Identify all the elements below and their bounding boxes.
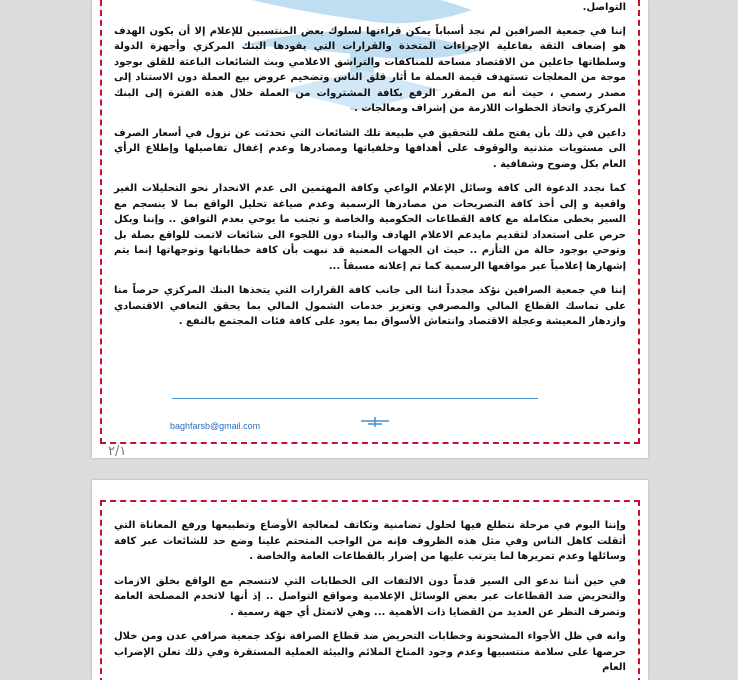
footer-emblem-icon [360, 416, 390, 428]
paragraph: إننا في جمعية الصرافين نؤكد مجدداً اننا الى جانب كافة القرارات التي يتخذها البنك المركزي حرصاً منا على تماسك القطاع المالي والمصرفي وتعزيز خدمات الشمول المالي بما يحقق التعافي الاقتصادي وازدهار المعيشة وعجلة الاقتصاد وانتعاش الأسواق بما يعود على كافة فئات المجتمع بالنفع . [114, 285, 626, 327]
paragraph: التواصل. [582, 2, 626, 13]
document-page-2 [92, 480, 648, 680]
letter-body [114, 0, 626, 339]
paragraph: إننا في جمعية الصرافين لم نجد أسباباً يمكن قراءتها لسلوك بعض المنتسبين للإعلام إلا أن يكون الهدف هو إضعاف الثقة بفاعلية الإجراءات المتخذة والقرارات التي يقودها البنك المركزي وأجهزة الدولة وسلطاتها جاعلين من الاقتصاد مساحة للمناكفات والتراشق الاعلامي وبث الشائعات الباعثة للقلق بوجود موجة من المعلجات تستهدف قيمة العملة ما أثار قلق الناس وتضخيم عروض بيع العملة دون الاستناد إلى مصدر رسمي ، حيث أنه من المقرر الرفع بكافة المشتروات من العملة خلال هذه الفترة إلى البنك المركزي واتخاذ الخطوات اللازمة من إشراف ومعالجات . [114, 25, 626, 114]
paragraph: في حين أننا ندعو الى السير قدماً دون الالتفات الى الخطابات التي لاتنسجم مع الواقع بخلق الازمات والتحريض ضد القطاعات عبر بعض الوسائل الإعلامية ومواقع التواصل .. إذ أنها لاتخدم المصلحة العامة وتصرف النظر عن العديد من القضايا ذات الأهمية ... وهي لاتمثل أي جهة رسمية . [114, 575, 626, 618]
paragraph: وانه في ظل الأجواء المشحونة وخطابات التحريض ضد قطاع الصرافة نؤكد جمعية صرافي عدن ومن خلال حرصها على سلامة منتسبيها وعدم وجود المناخ الملائم والبيئة العملية المستقرة وفي ذلك تعلن الإضراب العام [114, 631, 626, 673]
footer-email: baghfarsb@gmail.com [170, 421, 261, 431]
paragraph: وإننا اليوم في مرحلة نتطلع فيها لحلول تضامنية وتكاتف لمعالجة الأوضاع وتطبيعها ورفع المعاناة التي أثقلت كاهل الناس وفي مثل هذه الظروف فإنه من الواجب المتحتم علينا وضع حد للشائعات عبر كافة وسائلها وعدم تمريرها لما يترتب عليها من إضرار بالقطاعات العامة والخاصة . [114, 520, 626, 562]
document-page-1 [92, 0, 648, 458]
page-number: ٢/١ [108, 444, 127, 458]
paragraph: كما نجدد الدعوة الى كافة وسائل الإعلام الواعي وكافة المهتمين الى عدم الانحدار نحو التحليلات الغير واقعية و إلى أخذ كافة التصريحات من مصادرها الرسمية وعدم صياغة تحليل الواقع بما لا ينسجم مع السير بخطى متكاملة مع كافة القطاعات الحكومية والخاصة و تجنب ما يوحي بعدم التوافق .. وإننا وبكل حرص على استعداد لتقديم مايدعم الاعلام الهادف والبناء دون اللجوء الى شائعات لاتمت للواقع بصلة بل وتوحي بوجود حالة من التأزم .. حيث ان الجهات المعنية قد نبهت بأن كافة خطاباتها وتوجهاتها إنما يتم إشهارها إعلامياً عبر مواقعها الرسمية كما تم إعلانه مسبقاً ... [114, 183, 626, 272]
letter-body [114, 518, 626, 680]
paragraph: داعين في ذلك بأن يفتح ملف للتحقيق في طبيعة تلك الشائعات التي تحدثت عن نزول في أسعار الصرف الى مستويات متدنية والوقوف على أهدافها وخلفياتها ومصادرها وعدم إغفال تفاصيلها وإطلاع الرأي العام بكل وضوح وشفافية . [114, 127, 626, 170]
footer-divider [172, 398, 538, 399]
